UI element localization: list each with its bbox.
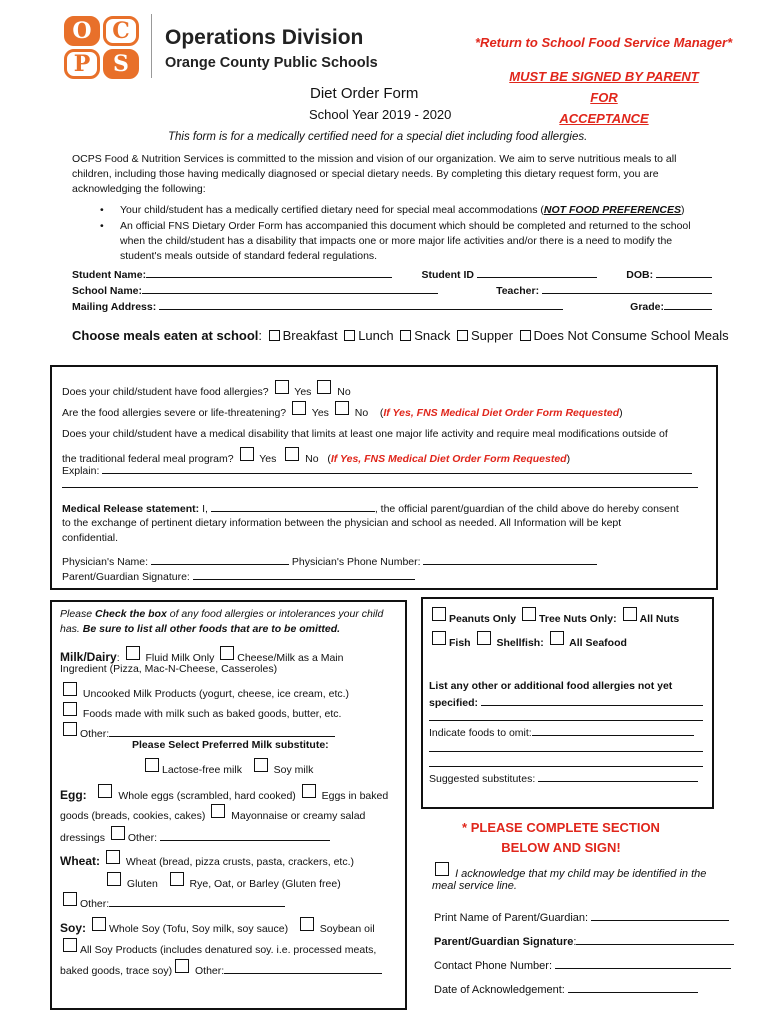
milk-other-field[interactable] xyxy=(109,726,335,737)
mayo-checkbox[interactable] xyxy=(211,804,225,818)
omit-line-2[interactable] xyxy=(429,751,703,752)
header-divider xyxy=(151,14,152,78)
contact-phone-field[interactable] xyxy=(555,958,731,969)
omit-field[interactable] xyxy=(532,725,694,736)
all-seafood-checkbox[interactable] xyxy=(550,631,564,645)
eggs-baked-checkbox[interactable] xyxy=(302,784,316,798)
all-soy-row: All Soy Products (includes denatured soy. i.e. processed meats, xyxy=(60,938,376,957)
acknowledge-checkbox[interactable] xyxy=(435,862,449,876)
gluten-checkbox[interactable] xyxy=(107,872,121,886)
other-allergies-label: List any other or additional food allergies not yet xyxy=(429,680,673,692)
tree-nuts-checkbox[interactable] xyxy=(522,607,536,621)
print-name-field[interactable] xyxy=(591,910,729,921)
cheese-milk-checkbox[interactable] xyxy=(220,646,234,660)
physician-name-field[interactable] xyxy=(151,554,289,565)
meal-selection: Choose meals eaten at school: Breakfast Lunch Snack Supper Does Not Consume School Meals xyxy=(72,328,729,343)
logo-letter-c: C xyxy=(103,16,139,46)
student-id-field[interactable] xyxy=(477,267,597,278)
wheat-other-row: Other: xyxy=(60,892,285,911)
disability-yes-checkbox[interactable] xyxy=(240,447,254,461)
omit-row: Indicate foods to omit: xyxy=(429,725,694,740)
complete-notice: * PLEASE COMPLETE SECTION BELOW AND SIGN! xyxy=(462,820,660,855)
egg-other-checkbox[interactable] xyxy=(111,826,125,840)
mailing-address-label: Mailing Address xyxy=(72,301,153,313)
mailing-address-field[interactable] xyxy=(159,299,563,310)
wheat-checkbox[interactable] xyxy=(106,850,120,864)
signature-requirement-line1: MUST BE SIGNED BY PARENT FOR xyxy=(509,69,699,105)
parent-signature-row: Parent/Guardian Signature: xyxy=(434,934,734,949)
dob-label: DOB: xyxy=(626,269,654,281)
school-name-field[interactable] xyxy=(142,283,438,294)
signature-requirement xyxy=(498,66,710,129)
whole-eggs-checkbox[interactable] xyxy=(98,784,112,798)
lunch-checkbox[interactable] xyxy=(344,330,355,341)
release-line2: to the exchange of pertinent dietary information between the physician and school as needed. All Information will be kept xyxy=(62,517,622,529)
teacher-label: Teacher: xyxy=(496,285,540,297)
all-soy-checkbox[interactable] xyxy=(63,938,77,952)
q-disability-line1: Does your child/student have a medical disability that limits at least one major life activity and require meal modifications outside of xyxy=(62,428,668,440)
supper-checkbox[interactable] xyxy=(457,330,468,341)
form-title: Diet Order Form xyxy=(310,85,419,102)
soy-milk-checkbox[interactable] xyxy=(254,758,268,772)
lactose-free-checkbox[interactable] xyxy=(145,758,159,772)
soy-other-field[interactable] xyxy=(224,963,382,974)
acknowledge-row-2: meal service line. xyxy=(432,880,517,892)
checklist-instruction-2: has. Be sure to list all other foods that are to be omitted. xyxy=(60,623,341,635)
explain-line-2[interactable] xyxy=(62,487,698,488)
other-allergies-field[interactable] xyxy=(481,695,703,706)
school-year: School Year 2019 - 2020 xyxy=(309,107,452,122)
guardian-signature-row: Parent/Guardian Signature: xyxy=(62,569,415,584)
guardian-name-field[interactable] xyxy=(211,501,375,512)
division-title: Operations Division xyxy=(165,26,364,49)
list-item: • An official FNS Dietary Order Form has accompanied this document which should be completed and returned to the school when the child/student has a disability that impacts one or more major life activities and/or there is a need to modify the student's meals outside of standard federal regulations. xyxy=(98,219,702,264)
parent-signature-field[interactable] xyxy=(576,934,734,945)
fns-form-note-2: If Yes, FNS Medical Diet Order Form Requested xyxy=(330,453,567,465)
logo-letter-s: S xyxy=(103,49,139,79)
not-food-preferences: NOT FOOD PREFERENCES xyxy=(543,204,682,216)
acknowledgement-list xyxy=(98,203,702,265)
date-field[interactable] xyxy=(568,982,698,993)
omit-line-3[interactable] xyxy=(429,766,703,767)
grade-field[interactable] xyxy=(664,299,712,310)
whole-soy-checkbox[interactable] xyxy=(92,917,106,931)
meals-label: Choose meals eaten at school xyxy=(72,328,259,343)
shellfish-checkbox[interactable] xyxy=(477,631,491,645)
student-name-label: Student Name xyxy=(72,269,143,281)
date-row: Date of Acknowledgement: xyxy=(434,982,698,997)
rye-oat-barley-checkbox[interactable] xyxy=(170,872,184,886)
soy-other-row: baked goods, trace soy) Other: xyxy=(60,959,382,978)
q-severe-allergies: Are the food allergies severe or life-threatening? Yes No (If Yes, FNS Medical Diet Order Form Requested) xyxy=(62,401,623,420)
wheat-other-checkbox[interactable] xyxy=(63,892,77,906)
snack-checkbox[interactable] xyxy=(400,330,411,341)
ocps-logo xyxy=(64,16,144,80)
signature-requirement-line2: ACCEPTANCE xyxy=(559,111,649,126)
student-info: Student Name: Student ID DOB: School Name: Teacher: Mailing Address: Grade: xyxy=(72,267,712,315)
peanuts-checkbox[interactable] xyxy=(432,607,446,621)
logo-letter-o: O xyxy=(64,16,100,46)
egg-row-2: goods (breads, cookies, cakes) Mayonnaise or creamy salad xyxy=(60,804,365,823)
severe-no-checkbox[interactable] xyxy=(335,401,349,415)
baked-milk-checkbox[interactable] xyxy=(63,702,77,716)
milk-other-row: Other: xyxy=(60,722,335,741)
return-note: *Return to School Food Service Manager* xyxy=(475,35,733,50)
breakfast-checkbox[interactable] xyxy=(269,330,280,341)
explain-row: Explain: xyxy=(62,463,692,478)
other-allergies-line-2[interactable] xyxy=(429,720,703,721)
allergy-checklist-section xyxy=(50,600,407,1010)
food-allergies-yes-checkbox[interactable] xyxy=(275,380,289,394)
form-purpose: This form is for a medically certified need for a special diet including food allergies. xyxy=(168,131,588,143)
gluten-row: Gluten Rye, Oat, or Barley (Gluten free) xyxy=(104,872,341,891)
milk-row: Milk/Dairy: Fluid Milk Only Cheese/Milk as a Main xyxy=(60,646,343,665)
soybean-oil-checkbox[interactable] xyxy=(300,917,314,931)
no-school-meals-checkbox[interactable] xyxy=(520,330,531,341)
egg-other-field[interactable] xyxy=(160,830,330,841)
uncooked-milk-checkbox[interactable] xyxy=(63,682,77,696)
guardian-signature-field[interactable] xyxy=(193,569,415,580)
release-line1: Medical Release statement: I, , the official parent/guardian of the child above do hereby consent xyxy=(62,503,679,515)
q-disability-line2: the traditional federal meal program? Yes No (If Yes, FNS Medical Diet Order Form Requested) xyxy=(62,447,570,466)
egg-row-3: dressings Other: xyxy=(60,826,330,845)
dob-field[interactable] xyxy=(656,267,712,278)
fluid-milk-checkbox[interactable] xyxy=(126,646,140,660)
substitutes-row: Suggested substitutes: xyxy=(429,771,698,786)
nuts-seafood-section xyxy=(421,597,714,809)
wheat-row: Wheat: Wheat (bread, pizza crusts, pasta, crackers, etc.) xyxy=(60,850,354,869)
milk-substitute-heading: Please Select Preferred Milk substitute: xyxy=(132,739,329,751)
physician-phone-field[interactable] xyxy=(423,554,597,565)
physician-row: Physician's Name: Physician's Phone Number: xyxy=(62,554,597,569)
school-name-label: School Name xyxy=(72,285,139,297)
milk-other-checkbox[interactable] xyxy=(63,722,77,736)
logo-letter-p: P xyxy=(64,49,100,79)
soy-row: Soy: Whole Soy (Tofu, Soy milk, soy sauce) Soybean oil xyxy=(60,917,375,936)
student-id-label: Student ID xyxy=(421,269,474,281)
checklist-instruction-1: Please Check the box of any food allergies or intolerances your child xyxy=(60,608,384,620)
contact-phone-row: Contact Phone Number: xyxy=(434,958,731,973)
ingredient-text: Ingredient (Pizza, Mac-N-Cheese, Casseroles) xyxy=(60,663,278,675)
release-line3: confidential. xyxy=(62,532,119,544)
baked-milk-row: Foods made with milk such as baked goods, butter, etc. xyxy=(60,702,341,721)
severe-yes-checkbox[interactable] xyxy=(292,401,306,415)
acknowledge-row: I acknowledge that my child may be identified in the xyxy=(432,862,706,881)
grade-label: Grade: xyxy=(630,301,664,313)
soy-other-checkbox[interactable] xyxy=(175,959,189,973)
seafood-row: Fish Shellfish: All Seafood xyxy=(429,631,627,650)
q-food-allergies: Does your child/student have food allergies? Yes No xyxy=(62,380,351,399)
substitutes-field[interactable] xyxy=(538,771,698,782)
uncooked-row: Uncooked Milk Products (yogurt, cheese, ice cream, etc.) xyxy=(60,682,349,701)
wheat-other-field[interactable] xyxy=(109,896,285,907)
fish-checkbox[interactable] xyxy=(432,631,446,645)
fns-form-note: If Yes, FNS Medical Diet Order Form Requested xyxy=(383,407,620,419)
disability-no-checkbox[interactable] xyxy=(285,447,299,461)
teacher-field[interactable] xyxy=(542,283,712,294)
student-name-field[interactable] xyxy=(146,267,392,278)
other-allergies-row: specified: xyxy=(429,695,703,710)
district-name: Orange County Public Schools xyxy=(165,55,378,71)
nuts-row: Peanuts Only Tree Nuts Only: All Nuts xyxy=(429,607,679,626)
milk-substitute-row: Lactose-free milk Soy milk xyxy=(142,758,313,777)
intro-paragraph: OCPS Food & Nutrition Services is committed to the mission and vision of our organization. We aim to serve nutritious meals to all children, including those having medically diagnosed or special dietary needs. By completing this dietary request form, you are acknowledging the following: xyxy=(72,153,677,195)
print-name-row: Print Name of Parent/Guardian: xyxy=(434,910,729,925)
list-item: • Your child/student has a medically certified dietary need for special meal accommodations (NOT FOOD PREFERENCES) xyxy=(98,203,702,218)
food-allergies-no-checkbox[interactable] xyxy=(317,380,331,394)
all-nuts-checkbox[interactable] xyxy=(623,607,637,621)
egg-row: Egg: Whole eggs (scrambled, hard cooked) Eggs in baked xyxy=(60,784,388,803)
allergy-questions-section xyxy=(50,365,718,590)
explain-field[interactable] xyxy=(102,463,692,474)
